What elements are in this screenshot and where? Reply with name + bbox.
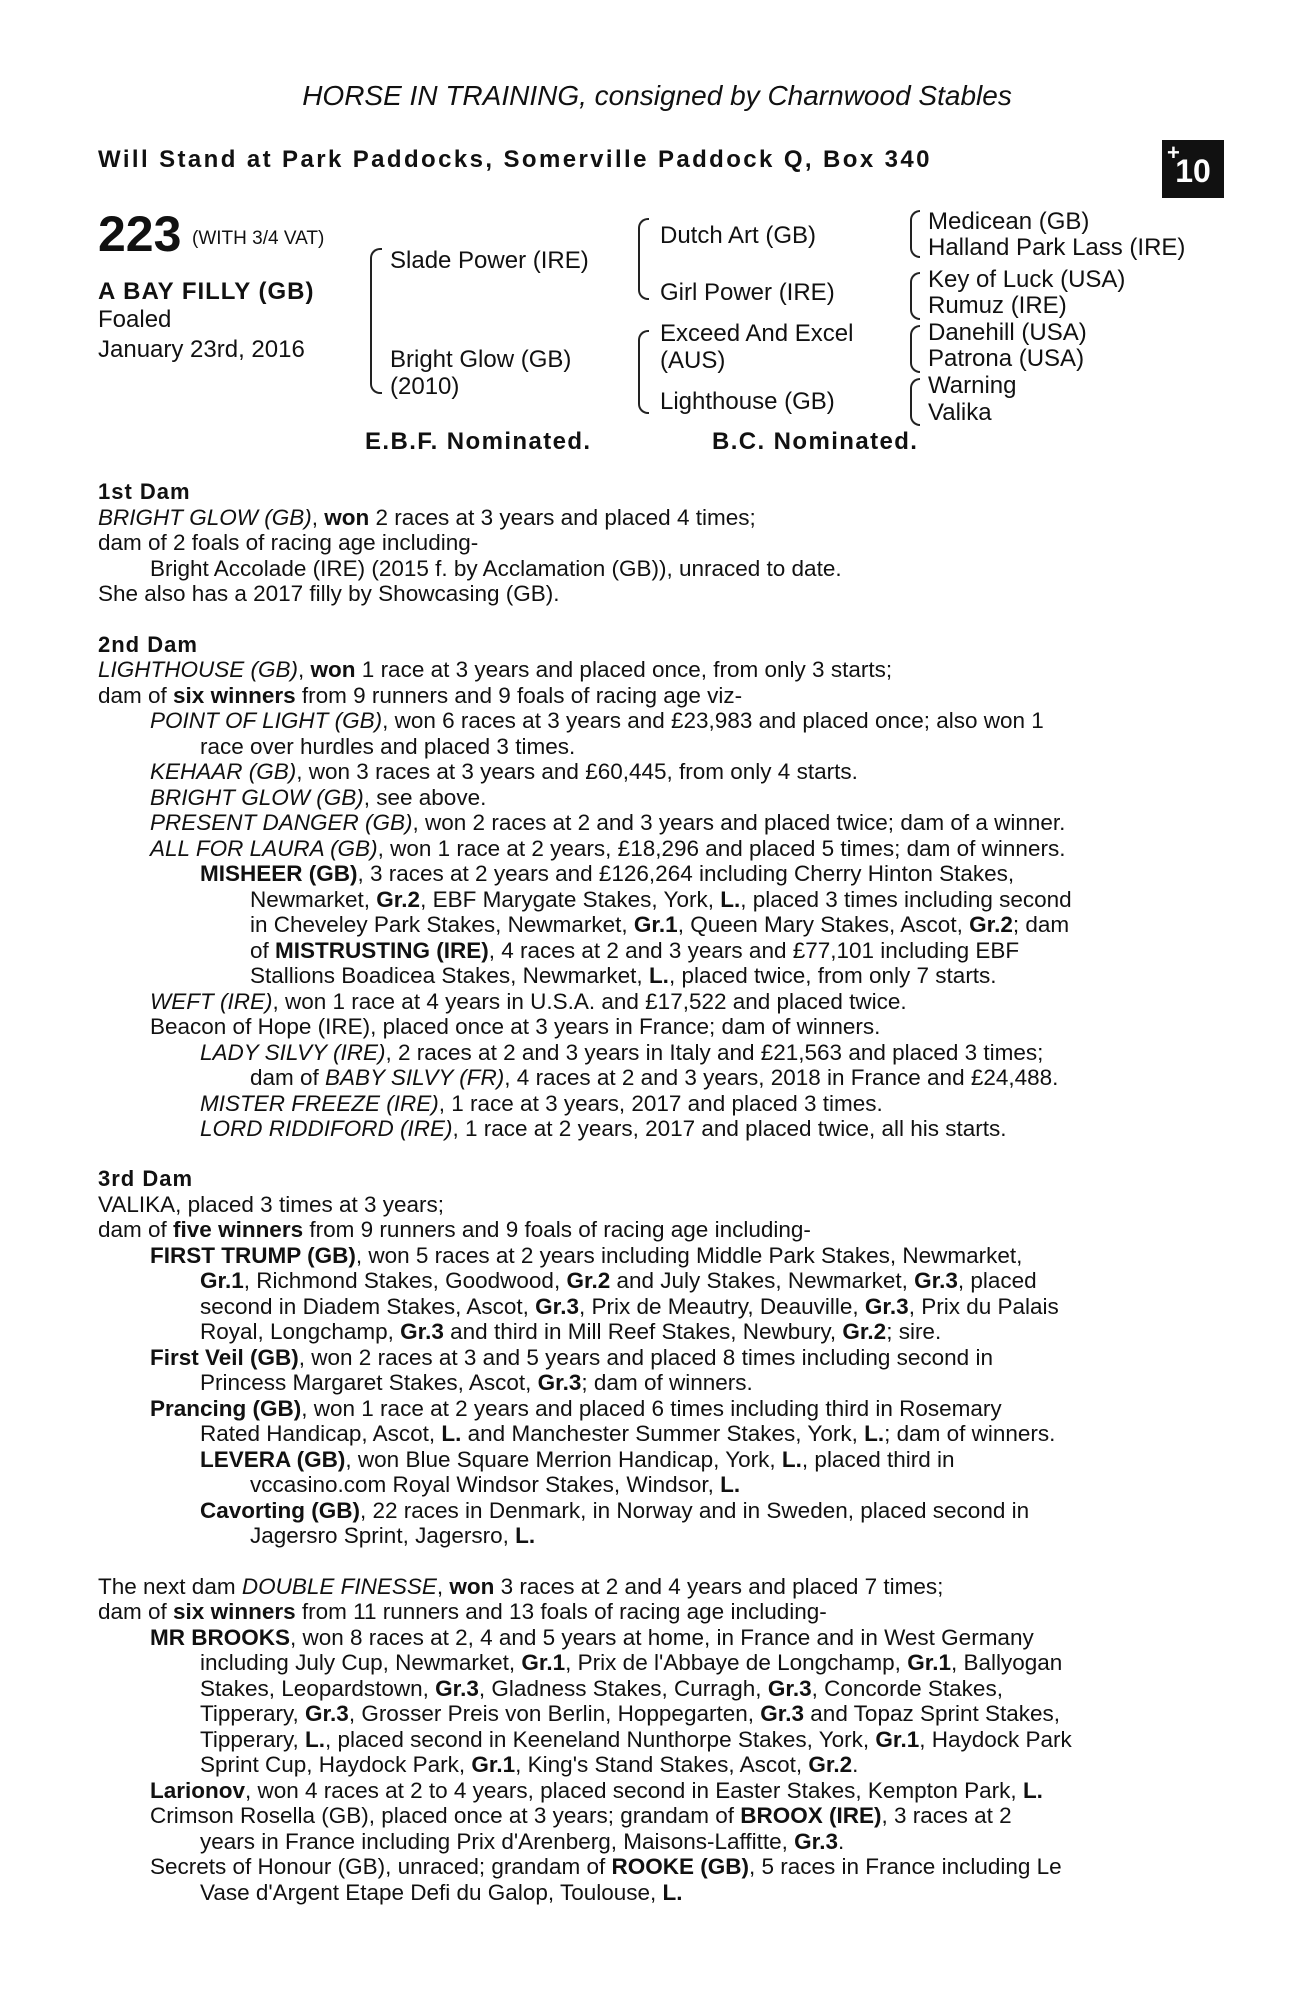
grade: Gr.1 bbox=[200, 1268, 244, 1293]
text: , 4 races at 2 and 3 years, 2018 in France and £24,488. bbox=[504, 1065, 1059, 1090]
grade: Gr.1 bbox=[875, 1727, 920, 1752]
text: dam of bbox=[98, 683, 174, 708]
lot-name: A BAY FILLY (GB) bbox=[98, 278, 315, 305]
ancestor-6: Patrona (USA) bbox=[928, 345, 1085, 372]
horse-name: BRIGHT GLOW (GB) bbox=[150, 785, 364, 810]
section-heading-3rd-dam: 3rd Dam bbox=[98, 1166, 194, 1191]
text: The next dam bbox=[98, 1574, 242, 1599]
dam3-line bbox=[250, 1472, 740, 1497]
pedigree-brace-main bbox=[370, 248, 382, 394]
horse-name: ALL FOR LAURA (GB) bbox=[150, 836, 378, 861]
horse-name: LORD RIDDIFORD (IRE) bbox=[200, 1116, 453, 1141]
nextdam-line bbox=[200, 1880, 683, 1905]
grade: Gr.2 bbox=[969, 912, 1013, 937]
dam2-line bbox=[200, 861, 1014, 886]
dam3-line: VALIKA, placed 3 times at 3 years; bbox=[98, 1192, 445, 1217]
sire-name: Slade Power (IRE) bbox=[390, 247, 589, 274]
ancestor-2: Halland Park Lass (IRE) bbox=[928, 234, 1186, 261]
nextdam-line bbox=[200, 1701, 1060, 1726]
text: . bbox=[837, 1829, 845, 1854]
grade: Gr.2 bbox=[808, 1752, 853, 1777]
horse-name: MISTRUSTING (IRE) bbox=[275, 938, 489, 963]
dam2-line bbox=[250, 1065, 1058, 1090]
text: , 1 race at 3 years, 2017 and placed 3 times. bbox=[438, 1091, 883, 1116]
dam3-line bbox=[150, 1396, 1002, 1421]
grade: Gr.2 bbox=[376, 887, 421, 912]
dam3-line bbox=[200, 1447, 955, 1472]
horse-name: Prancing (GB) bbox=[150, 1396, 302, 1421]
grade: Gr.1 bbox=[633, 912, 678, 937]
horse-name: KEHAAR (GB) bbox=[150, 759, 297, 784]
text: , won 5 races at 2 years including Middle Park Stakes, Newmarket, bbox=[355, 1243, 1023, 1268]
text: , won 1 race at 4 years in U.S.A. and £17,522 and placed twice. bbox=[272, 989, 907, 1014]
horse-name: Cavorting (GB) bbox=[200, 1498, 360, 1523]
text: , 3 races at 2 years and £126,264 including Cherry Hinton Stakes, bbox=[357, 861, 1015, 886]
horse-name: WEFT (IRE) bbox=[150, 989, 273, 1014]
nextdam-line bbox=[98, 1574, 943, 1599]
text: and Manchester Summer Stakes, York, bbox=[461, 1421, 865, 1446]
pedigree-brace-dam bbox=[638, 330, 649, 414]
text: , EBF Marygate Stakes, York, bbox=[420, 887, 721, 912]
text: ; dam of winners. bbox=[581, 1370, 753, 1395]
dam2-line bbox=[200, 1116, 1007, 1141]
grade: Gr.3 bbox=[537, 1370, 582, 1395]
grade: Gr.3 bbox=[435, 1676, 479, 1701]
vat-note: (WITH 3/4 VAT) bbox=[192, 228, 325, 249]
horse-name: FIRST TRUMP (GB) bbox=[150, 1243, 356, 1268]
dam2-line bbox=[98, 683, 742, 708]
text: , Prix de l'Abbaye de Longchamp, bbox=[565, 1650, 908, 1675]
dam2-line bbox=[150, 785, 486, 810]
horse-name: Larionov bbox=[150, 1778, 246, 1803]
dam3-line bbox=[150, 1345, 993, 1370]
text: years in France including Prix d'Arenberg, Maisons-Laffitte, bbox=[200, 1829, 795, 1854]
grade: L. bbox=[781, 1447, 802, 1472]
text: , Queen Mary Stakes, Ascot, bbox=[677, 912, 970, 937]
grade: Gr.3 bbox=[914, 1268, 958, 1293]
text: dam of bbox=[98, 1599, 174, 1624]
nextdam-line bbox=[98, 1599, 827, 1624]
dam3-line bbox=[150, 1243, 1022, 1268]
text: , won 3 races at 3 years and £60,445, from only 4 starts. bbox=[296, 759, 858, 784]
text: Newmarket, bbox=[250, 887, 377, 912]
text: second in Diadem Stakes, Ascot, bbox=[200, 1294, 536, 1319]
dam-sire-country: (AUS) bbox=[660, 347, 726, 374]
pedigree-brace-g1 bbox=[910, 210, 920, 258]
text: , won 8 races at 2, 4 and 5 years at home, in France and in West Germany bbox=[290, 1625, 1034, 1650]
text: , won 4 races at 2 to 4 years, placed second in Easter Stakes, Kempton Park, bbox=[245, 1778, 1023, 1803]
emphasis: won bbox=[449, 1574, 495, 1599]
text: , Concorde Stakes, bbox=[811, 1676, 1003, 1701]
horse-name: PRESENT DANGER (GB) bbox=[150, 810, 413, 835]
dam2-line bbox=[250, 887, 1072, 912]
dam3-line bbox=[200, 1319, 941, 1344]
dam2-line bbox=[250, 963, 997, 988]
nextdam-line bbox=[200, 1829, 844, 1854]
foaled-label: Foaled bbox=[98, 306, 172, 333]
grade: Gr.3 bbox=[767, 1676, 812, 1701]
lot-badge bbox=[1162, 140, 1224, 198]
horse-name: First Veil (GB) bbox=[150, 1345, 299, 1370]
section-heading-1st-dam: 1st Dam bbox=[98, 479, 191, 504]
foaled-date: January 23rd, 2016 bbox=[98, 336, 305, 363]
dam2-line bbox=[200, 1091, 883, 1116]
grade: Gr.3 bbox=[864, 1294, 909, 1319]
dam1-line bbox=[98, 505, 756, 530]
grade: L. bbox=[1022, 1778, 1043, 1803]
dam1-line: She also has a 2017 filly by Showcasing (GB). bbox=[98, 581, 560, 606]
horse-name: MISTER FREEZE (IRE) bbox=[200, 1091, 439, 1116]
text: and third in Mill Reef Stakes, Newbury, bbox=[443, 1319, 843, 1344]
horse-name: MR BROOKS bbox=[150, 1625, 290, 1650]
text: , won 1 race at 2 years, £18,296 and placed 5 times; dam of winners. bbox=[377, 836, 1066, 861]
grade: Gr.3 bbox=[794, 1829, 838, 1854]
grade: L. bbox=[662, 1880, 683, 1905]
text: , placed second in Keeneland Nunthorpe Stakes, York, bbox=[325, 1727, 876, 1752]
grade: L. bbox=[515, 1523, 536, 1548]
emphasis: five winners bbox=[173, 1217, 304, 1242]
ancestor-3: Key of Luck (USA) bbox=[928, 266, 1126, 293]
dam2-line bbox=[150, 836, 1065, 861]
grade: Gr.3 bbox=[760, 1701, 805, 1726]
text: Jagersro Sprint, Jagersro, bbox=[250, 1523, 516, 1548]
text: , 1 race at 2 years, 2017 and placed twice, all his starts. bbox=[452, 1116, 1007, 1141]
text: ; sire. bbox=[886, 1319, 942, 1344]
text: , bbox=[298, 657, 311, 682]
section-heading-2nd-dam: 2nd Dam bbox=[98, 632, 198, 657]
text: , Grosser Preis von Berlin, Hoppegarten, bbox=[348, 1701, 761, 1726]
grade: L. bbox=[720, 887, 741, 912]
dam2-line bbox=[200, 1040, 1043, 1065]
horse-name: LIGHTHOUSE (GB) bbox=[98, 657, 299, 682]
dam3-line bbox=[200, 1498, 1029, 1523]
text: ; dam of winners. bbox=[884, 1421, 1056, 1446]
text: , 3 races at 2 bbox=[881, 1803, 1012, 1828]
nextdam-line bbox=[150, 1854, 1062, 1879]
text: Rated Handicap, Ascot, bbox=[200, 1421, 442, 1446]
text: of bbox=[250, 938, 276, 963]
stand-location: Will Stand at Park Paddocks, Somerville Paddock Q, Box 340 bbox=[98, 146, 932, 173]
text: Tipperary, bbox=[200, 1701, 306, 1726]
badge-number: 10 bbox=[1175, 153, 1211, 189]
horse-name: DOUBLE FINESSE bbox=[241, 1574, 437, 1599]
page-title: HORSE IN TRAINING, consigned by Charnwood Stables bbox=[302, 80, 1012, 111]
grade: Gr.1 bbox=[521, 1650, 566, 1675]
pedigree-brace-g4 bbox=[910, 378, 920, 426]
text: , won 6 races at 3 years and £23,983 and placed once; also won 1 bbox=[382, 708, 1044, 733]
text: , placed twice, from only 7 starts. bbox=[668, 963, 997, 988]
emphasis: won bbox=[310, 657, 356, 682]
text: dam of bbox=[250, 1065, 326, 1090]
text: in Cheveley Park Stakes, Newmarket, bbox=[250, 912, 634, 937]
emphasis: won bbox=[324, 505, 370, 530]
text: , Richmond Stakes, Goodwood, bbox=[243, 1268, 567, 1293]
grade: L. bbox=[441, 1421, 462, 1446]
dam2-line bbox=[98, 657, 892, 682]
text: from 9 runners and 9 foals of racing age including- bbox=[303, 1217, 811, 1242]
text: , King's Stand Stakes, Ascot, bbox=[515, 1752, 809, 1777]
text: , won Blue Square Merrion Handicap, York, bbox=[345, 1447, 782, 1472]
text: , see above. bbox=[363, 785, 487, 810]
text: , Ballyogan bbox=[950, 1650, 1063, 1675]
horse-name: BABY SILVY (FR) bbox=[325, 1065, 505, 1090]
nextdam-line bbox=[150, 1625, 1034, 1650]
dam3-line bbox=[200, 1268, 1037, 1293]
ancestor-8: Valika bbox=[928, 399, 992, 426]
emphasis: six winners bbox=[173, 683, 296, 708]
text: Stallions Boadicea Stakes, Newmarket, bbox=[250, 963, 649, 988]
text: , bbox=[311, 505, 325, 530]
text: Sprint Cup, Haydock Park, bbox=[200, 1752, 472, 1777]
nextdam-line bbox=[150, 1778, 1043, 1803]
text: dam of bbox=[98, 1217, 174, 1242]
text: Tipperary, bbox=[200, 1727, 306, 1752]
text: from 11 runners and 13 foals of racing age including- bbox=[295, 1599, 827, 1624]
text: Secrets of Honour (GB), unraced; grandam of bbox=[150, 1854, 612, 1879]
dam1-line: dam of 2 foals of racing age including- bbox=[98, 530, 479, 555]
grade: L. bbox=[864, 1421, 885, 1446]
horse-name: BROOX (IRE) bbox=[740, 1803, 882, 1828]
text: , won 2 races at 3 and 5 years and placed 8 times including second in bbox=[298, 1345, 993, 1370]
text: , won 2 races at 2 and 3 years and placed twice; dam of a winner. bbox=[412, 810, 1066, 835]
text: . bbox=[852, 1752, 859, 1777]
sire-sire-name: Dutch Art (GB) bbox=[660, 222, 817, 249]
dam2-line bbox=[250, 938, 1019, 963]
horse-name: MISHEER (GB) bbox=[200, 861, 358, 886]
dam2-line bbox=[150, 759, 858, 784]
text: , Gladness Stakes, Curragh, bbox=[478, 1676, 768, 1701]
dam1-line: Bright Accolade (IRE) (2015 f. by Acclamation (GB)), unraced to date. bbox=[150, 556, 842, 581]
horse-name: POINT OF LIGHT (GB) bbox=[150, 708, 383, 733]
ancestor-5: Danehill (USA) bbox=[928, 319, 1087, 346]
dam3-line bbox=[250, 1523, 535, 1548]
text: Vase d'Argent Etape Defi du Galop, Toulouse, bbox=[200, 1880, 663, 1905]
dam2-line bbox=[150, 708, 1044, 733]
text: 3 races at 2 and 4 years and placed 7 times; bbox=[494, 1574, 944, 1599]
text: and Topaz Sprint Stakes, bbox=[804, 1701, 1061, 1726]
text: Crimson Rosella (GB), placed once at 3 years; grandam of bbox=[150, 1803, 741, 1828]
dam2-line: race over hurdles and placed 3 times. bbox=[200, 734, 576, 759]
dam-dam-name: Lighthouse (GB) bbox=[660, 388, 835, 415]
dam2-line bbox=[150, 810, 1065, 835]
ebf-nomination: E.B.F. Nominated. bbox=[365, 428, 592, 455]
text: Royal, Longchamp, bbox=[200, 1319, 401, 1344]
grade: L. bbox=[305, 1727, 326, 1752]
nextdam-line bbox=[200, 1650, 1062, 1675]
ancestor-7: Warning bbox=[928, 372, 1017, 399]
text: and July Stakes, Newmarket, bbox=[610, 1268, 915, 1293]
text: , placed third in bbox=[801, 1447, 955, 1472]
text: , 22 races in Denmark, in Norway and in Sweden, placed second in bbox=[360, 1498, 1030, 1523]
grade: Gr.2 bbox=[842, 1319, 887, 1344]
text: , 5 races in France including Le bbox=[748, 1854, 1062, 1879]
pedigree-brace-g2 bbox=[910, 272, 920, 320]
emphasis: six winners bbox=[173, 1599, 296, 1624]
dam-year: (2010) bbox=[390, 373, 460, 400]
dam2-line: Beacon of Hope (IRE), placed once at 3 years in France; dam of winners. bbox=[150, 1014, 881, 1039]
text: 2 races at 3 years and placed 4 times; bbox=[369, 505, 756, 530]
dam3-line bbox=[200, 1421, 1055, 1446]
text: Stakes, Leopardstown, bbox=[200, 1676, 436, 1701]
text: , bbox=[436, 1574, 450, 1599]
badge-plus-mark: + bbox=[1167, 140, 1180, 165]
text: from 9 runners and 9 foals of racing age viz- bbox=[295, 683, 743, 708]
grade: Gr.3 bbox=[535, 1294, 579, 1319]
grade: Gr.3 bbox=[305, 1701, 349, 1726]
nextdam-line bbox=[200, 1752, 858, 1777]
dam3-line bbox=[200, 1294, 1059, 1319]
text: vccasino.com Royal Windsor Stakes, Windsor, bbox=[250, 1472, 721, 1497]
pedigree-brace-g3 bbox=[910, 325, 920, 373]
lot-number: 223 bbox=[98, 206, 182, 262]
grade: Gr.1 bbox=[907, 1650, 951, 1675]
grade: Gr.3 bbox=[400, 1319, 444, 1344]
ancestor-1: Medicean (GB) bbox=[928, 208, 1090, 235]
text: ; dam bbox=[1012, 912, 1070, 937]
text: , won 1 race at 2 years and placed 6 times including third in Rosemary bbox=[301, 1396, 1002, 1421]
text: , Prix du Palais bbox=[908, 1294, 1059, 1319]
dam2-line bbox=[250, 912, 1069, 937]
horse-name: ROOKE (GB) bbox=[611, 1854, 749, 1879]
horse-name: LEVERA (GB) bbox=[200, 1447, 346, 1472]
text: Princess Margaret Stakes, Ascot, bbox=[200, 1370, 538, 1395]
text: 1 race at 3 years and placed once, from only 3 starts; bbox=[355, 657, 893, 682]
dam3-line bbox=[200, 1370, 753, 1395]
ancestor-4: Rumuz (IRE) bbox=[928, 292, 1067, 319]
text: , placed 3 times including second bbox=[740, 887, 1072, 912]
nextdam-line bbox=[200, 1676, 1003, 1701]
dam-sire-name: Exceed And Excel bbox=[660, 320, 854, 347]
nextdam-line bbox=[200, 1727, 1072, 1752]
dam-name: Bright Glow (GB) bbox=[390, 346, 572, 373]
dam3-line bbox=[98, 1217, 811, 1242]
sire-dam-name: Girl Power (IRE) bbox=[660, 279, 835, 306]
text: including July Cup, Newmarket, bbox=[200, 1650, 522, 1675]
text: , placed bbox=[957, 1268, 1037, 1293]
pedigree-brace-sire bbox=[638, 218, 649, 300]
text: , 2 races at 2 and 3 years in Italy and £21,563 and placed 3 times; bbox=[385, 1040, 1044, 1065]
bc-nomination: B.C. Nominated. bbox=[712, 428, 919, 455]
grade: L. bbox=[648, 963, 669, 988]
text: , 4 races at 2 and 3 years and £77,101 including EBF bbox=[488, 938, 1020, 963]
horse-name: BRIGHT GLOW (GB) bbox=[98, 505, 312, 530]
grade: Gr.2 bbox=[566, 1268, 611, 1293]
text: , Prix de Meautry, Deauville, bbox=[578, 1294, 865, 1319]
dam2-line bbox=[150, 989, 907, 1014]
nextdam-line bbox=[150, 1803, 1012, 1828]
grade: L. bbox=[720, 1472, 741, 1497]
horse-name: LADY SILVY (IRE) bbox=[200, 1040, 386, 1065]
grade: Gr.1 bbox=[471, 1752, 516, 1777]
text: , Haydock Park bbox=[919, 1727, 1072, 1752]
